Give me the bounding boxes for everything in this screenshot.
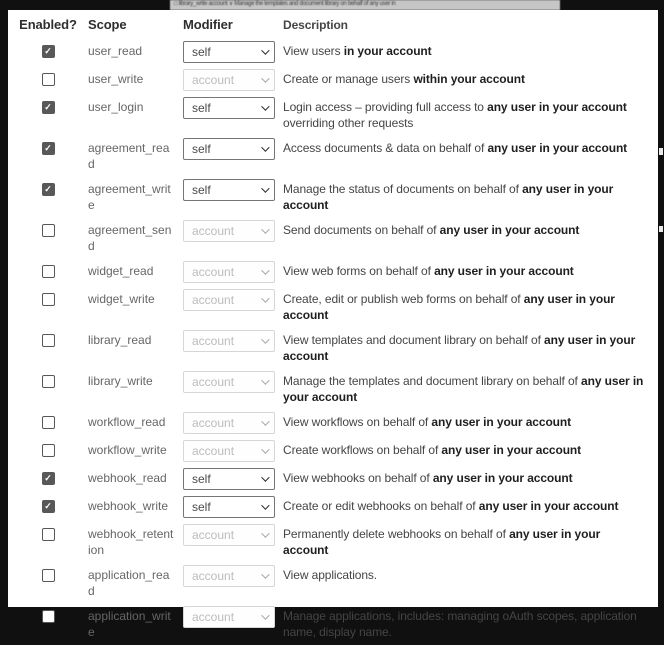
scope-description — [283, 222, 658, 239]
enabled-cell — [8, 373, 88, 388]
description-segment: any user in your account — [487, 140, 628, 155]
scope-cell — [88, 99, 183, 116]
modifier-select[interactable] — [183, 97, 275, 119]
description-segment: Manage the status of documents on behalf of — [283, 181, 523, 196]
description-segment: any user in your account — [283, 181, 614, 212]
enabled-cell — [8, 99, 88, 114]
modifier-select[interactable] — [183, 468, 275, 490]
chevron-down-icon — [261, 294, 269, 302]
table-rows — [8, 39, 658, 645]
top-screenshot-fragment: □ library_write account ∨ Manage the templates and document library on behalf of any user in — [170, 0, 560, 10]
table-row — [8, 369, 658, 410]
enabled-cell — [8, 291, 88, 306]
description-segment: View workflows on behalf of — [283, 414, 432, 429]
description-segment: View users — [283, 43, 344, 58]
check-icon: ✓ — [44, 142, 52, 153]
modifier-select — [183, 330, 275, 352]
modifier-select — [183, 220, 275, 242]
enabled-checkbox[interactable] — [42, 265, 55, 278]
check-icon: ✓ — [44, 472, 52, 483]
description-segment: overriding other requests — [283, 116, 414, 130]
enabled-checkbox[interactable] — [42, 569, 55, 582]
scope-name: widget_write — [88, 291, 155, 306]
enabled-checkbox[interactable] — [42, 293, 55, 306]
scope-description — [283, 414, 658, 431]
scope-description — [283, 567, 658, 584]
enabled-checkbox[interactable] — [42, 334, 55, 347]
enabled-checkbox[interactable] — [42, 472, 55, 485]
scope-cell — [88, 414, 183, 431]
description-segment: View webhooks on behalf of — [283, 470, 433, 485]
description-segment: in your account — [343, 43, 432, 58]
chevron-down-icon — [261, 570, 269, 578]
column-header-modifier: Modifier — [183, 17, 233, 32]
modifier-value: account — [192, 609, 235, 624]
description-segment: any user in your account — [283, 291, 615, 322]
table-row — [8, 438, 658, 466]
table-header-row — [8, 13, 658, 39]
enabled-checkbox[interactable] — [42, 500, 55, 513]
modifier-value: account — [192, 223, 235, 238]
modifier-cell — [183, 263, 283, 283]
description-segment: Manage the templates and document library on behalf of — [283, 373, 582, 388]
enabled-cell — [8, 71, 88, 86]
check-icon: ✓ — [44, 101, 52, 112]
chevron-down-icon — [261, 376, 269, 384]
modifier-select[interactable] — [183, 179, 275, 201]
chevron-down-icon — [261, 335, 269, 343]
chevron-down-icon — [261, 184, 269, 192]
enabled-checkbox[interactable] — [42, 610, 55, 623]
scope-cell — [88, 442, 183, 459]
chevron-down-icon — [261, 529, 269, 537]
modifier-value: account — [192, 72, 235, 87]
modifier-select[interactable] — [183, 138, 275, 160]
modifier-cell — [183, 442, 283, 462]
enabled-checkbox[interactable] — [42, 142, 55, 155]
scope-name: user_read — [88, 43, 143, 58]
description-segment: Create, edit or publish web forms on behalf of — [283, 291, 524, 306]
modifier-cell — [183, 414, 283, 434]
table-row — [8, 259, 658, 287]
column-header-enabled: Enabled? — [19, 17, 77, 32]
modifier-value: self — [192, 499, 211, 514]
chevron-down-icon — [261, 74, 269, 82]
enabled-cell — [8, 140, 88, 155]
enabled-cell — [8, 263, 88, 278]
scope-name: user_login — [88, 99, 144, 114]
modifier-select — [183, 524, 275, 546]
scope-name: agreement_read — [88, 140, 170, 171]
enabled-checkbox[interactable] — [42, 73, 55, 86]
table-row — [8, 604, 658, 645]
scope-cell — [88, 140, 183, 173]
table-row — [8, 494, 658, 522]
scope-description — [283, 498, 658, 515]
scope-description — [283, 608, 658, 641]
scope-cell — [88, 373, 183, 390]
description-segment: any user in your account — [283, 332, 636, 363]
scope-description — [283, 43, 658, 60]
enabled-checkbox[interactable] — [42, 528, 55, 541]
enabled-cell — [8, 414, 88, 429]
table-row — [8, 466, 658, 494]
description-segment: Create or edit webhooks on behalf of — [283, 498, 479, 513]
description-segment: Access documents & data on behalf of — [283, 140, 488, 155]
modifier-cell — [183, 222, 283, 242]
enabled-checkbox[interactable] — [42, 224, 55, 237]
modifier-value: account — [192, 292, 235, 307]
column-header-description: Description — [283, 18, 348, 32]
scope-table — [8, 10, 658, 645]
modifier-select[interactable] — [183, 496, 275, 518]
modifier-value: self — [192, 100, 211, 115]
modifier-select — [183, 412, 275, 434]
scope-description — [283, 99, 658, 132]
enabled-checkbox[interactable] — [42, 375, 55, 388]
chevron-down-icon — [261, 102, 269, 110]
chevron-down-icon — [261, 143, 269, 151]
border-artifact — [659, 148, 663, 155]
scope-name: widget_read — [88, 263, 154, 278]
column-header-scope: Scope — [88, 17, 127, 32]
modifier-cell — [183, 181, 283, 201]
description-segment: any user in your account — [283, 373, 644, 404]
modifier-value: self — [192, 44, 211, 59]
description-segment: Create workflows on behalf of — [283, 442, 442, 457]
scope-cell — [88, 181, 183, 214]
description-segment: Manage applications, includes: managing oAuth scopes, application name, display name. — [283, 608, 637, 639]
modifier-cell — [183, 608, 283, 628]
scope-cell — [88, 470, 183, 487]
scope-description — [283, 263, 658, 280]
enabled-cell — [8, 526, 88, 541]
description-segment: Permanently delete webhooks on behalf of — [283, 526, 510, 541]
chevron-down-icon — [261, 473, 269, 481]
modifier-select — [183, 289, 275, 311]
description-segment: any user in your account — [283, 526, 601, 557]
scope-description — [283, 291, 658, 324]
enabled-cell — [8, 222, 88, 237]
description-segment: any user in your account — [478, 498, 619, 513]
table-row — [8, 522, 658, 563]
enabled-checkbox[interactable] — [42, 416, 55, 429]
enabled-checkbox[interactable] — [42, 444, 55, 457]
modifier-select — [183, 440, 275, 462]
description-segment: Login access – providing full access to — [283, 99, 488, 114]
description-segment: any user in your account — [431, 414, 572, 429]
scope-name: webhook_read — [88, 470, 167, 485]
chevron-down-icon — [261, 225, 269, 233]
scope-name: agreement_write — [88, 181, 171, 212]
scope-cell — [88, 608, 183, 641]
description-segment: any user in your account — [441, 442, 582, 457]
scope-name: webhook_write — [88, 498, 169, 513]
modifier-cell — [183, 373, 283, 393]
enabled-checkbox[interactable] — [42, 101, 55, 114]
modifier-value: account — [192, 568, 235, 583]
modifier-value: account — [192, 527, 235, 542]
table-row — [8, 177, 658, 218]
enabled-cell — [8, 470, 88, 485]
enabled-checkbox[interactable] — [42, 183, 55, 196]
modifier-select — [183, 69, 275, 91]
enabled-cell — [8, 43, 88, 58]
modifier-cell — [183, 71, 283, 91]
chevron-down-icon — [261, 501, 269, 509]
check-icon: ✓ — [44, 183, 52, 194]
modifier-select — [183, 606, 275, 628]
modifier-value: self — [192, 141, 211, 156]
description-segment: within your account — [413, 71, 525, 86]
enabled-cell — [8, 567, 88, 582]
modifier-cell — [183, 470, 283, 490]
table-row — [8, 218, 658, 259]
scope-cell — [88, 291, 183, 308]
table-row — [8, 328, 658, 369]
scope-description — [283, 140, 658, 157]
modifier-cell — [183, 43, 283, 63]
enabled-cell — [8, 498, 88, 513]
scope-description — [283, 332, 658, 365]
scope-name: workflow_write — [88, 442, 167, 457]
modifier-value: self — [192, 182, 211, 197]
table-row — [8, 95, 658, 136]
scope-description — [283, 71, 658, 88]
scope-name: application_read — [88, 567, 170, 598]
scope-config-panel — [8, 10, 658, 639]
description-segment: Send documents on behalf of — [283, 222, 440, 237]
scope-cell — [88, 498, 183, 515]
modifier-value: self — [192, 471, 211, 486]
border-artifact — [659, 226, 663, 232]
scope-cell — [88, 43, 183, 60]
scope-cell — [88, 526, 183, 559]
modifier-value: account — [192, 374, 235, 389]
modifier-value: account — [192, 415, 235, 430]
enabled-cell — [8, 442, 88, 457]
scope-cell — [88, 222, 183, 255]
scope-name: library_write — [88, 373, 153, 388]
modifier-select — [183, 371, 275, 393]
modifier-cell — [183, 140, 283, 160]
chevron-down-icon — [261, 445, 269, 453]
modifier-cell — [183, 332, 283, 352]
scope-description — [283, 526, 658, 559]
modifier-value: account — [192, 264, 235, 279]
modifier-cell — [183, 291, 283, 311]
scope-name: user_write — [88, 71, 144, 86]
modifier-select — [183, 261, 275, 283]
description-segment: any user in your account — [487, 99, 627, 114]
scope-cell — [88, 567, 183, 600]
scope-cell — [88, 332, 183, 349]
modifier-cell — [183, 99, 283, 119]
description-segment: View applications. — [283, 567, 378, 582]
chevron-down-icon — [261, 417, 269, 425]
description-segment: any user in your account — [434, 263, 574, 278]
scope-description — [283, 442, 658, 459]
scope-name: webhook_retention — [88, 526, 174, 557]
table-row — [8, 67, 658, 95]
modifier-cell — [183, 567, 283, 587]
table-row — [8, 39, 658, 67]
enabled-checkbox[interactable] — [42, 45, 55, 58]
scope-description — [283, 181, 658, 214]
table-row — [8, 410, 658, 438]
scope-description — [283, 373, 658, 406]
table-row — [8, 563, 658, 604]
scope-name: application_write — [88, 608, 171, 639]
description-segment: View web forms on behalf of — [283, 263, 435, 278]
modifier-cell — [183, 526, 283, 546]
chevron-down-icon — [261, 611, 269, 619]
description-segment: View templates and document library on behalf of — [283, 332, 545, 347]
scope-cell — [88, 263, 183, 280]
check-icon: ✓ — [44, 500, 52, 511]
table-row — [8, 136, 658, 177]
modifier-value: account — [192, 443, 235, 458]
scope-description — [283, 470, 658, 487]
enabled-cell — [8, 332, 88, 347]
description-segment: any user in your account — [432, 470, 573, 485]
description-segment: Create or manage users — [283, 71, 414, 86]
modifier-value: account — [192, 333, 235, 348]
description-segment: any user in your account — [439, 222, 580, 237]
modifier-cell — [183, 498, 283, 518]
check-icon: ✓ — [44, 45, 52, 56]
enabled-cell — [8, 181, 88, 196]
chevron-down-icon — [261, 266, 269, 274]
enabled-cell — [8, 608, 88, 623]
scope-name: workflow_read — [88, 414, 166, 429]
chevron-down-icon — [261, 46, 269, 54]
scope-cell — [88, 71, 183, 88]
scope-name: library_read — [88, 332, 152, 347]
scope-name: agreement_send — [88, 222, 172, 253]
table-row — [8, 287, 658, 328]
modifier-select[interactable] — [183, 41, 275, 63]
modifier-select — [183, 565, 275, 587]
